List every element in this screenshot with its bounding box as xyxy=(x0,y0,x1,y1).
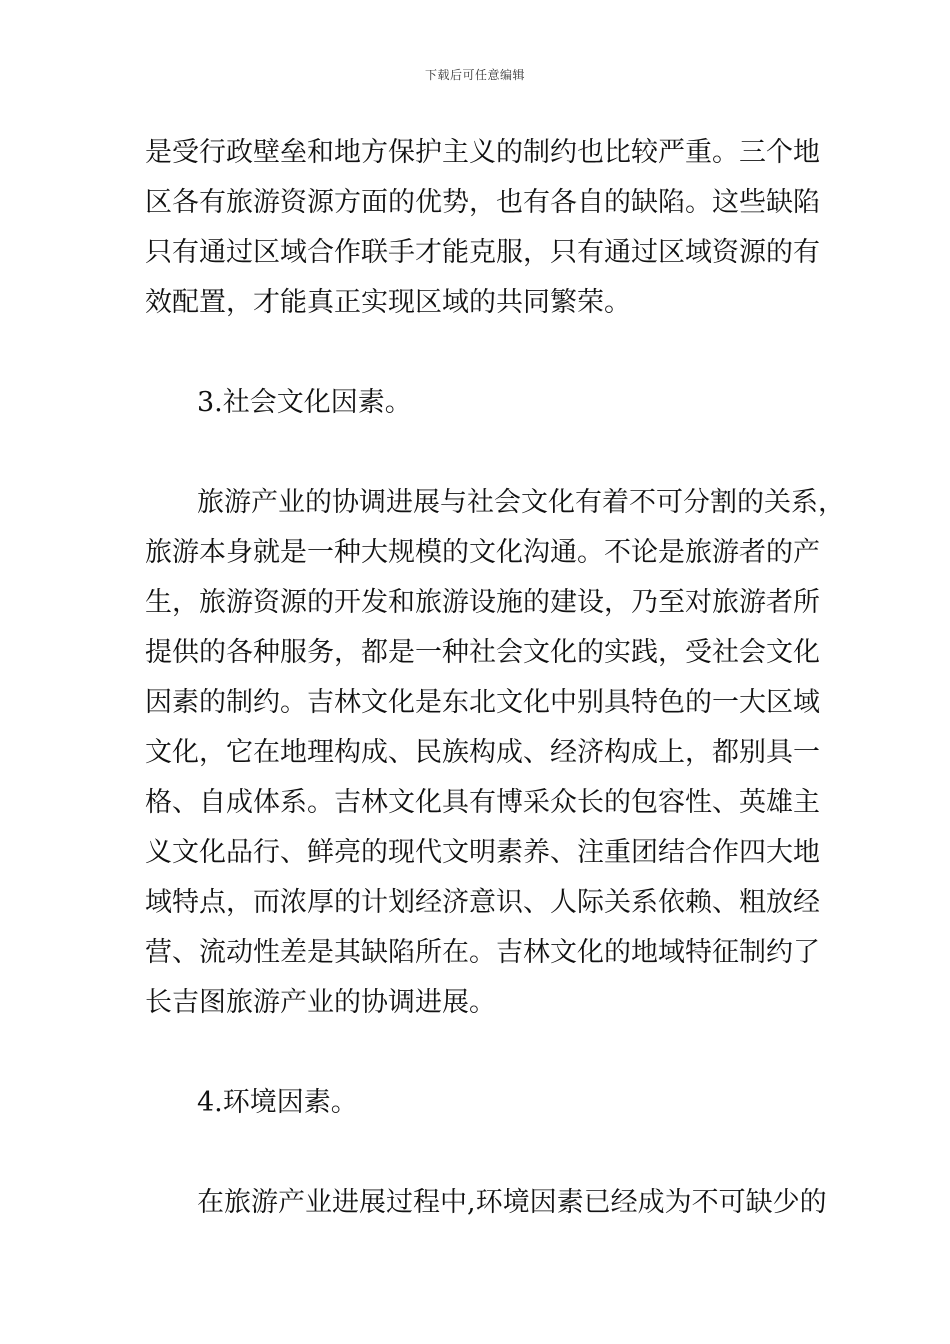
section-heading: 4.环境因素。 xyxy=(197,1087,358,1118)
paragraph-gap xyxy=(145,1028,825,1078)
paragraph-gap xyxy=(145,328,825,378)
document-body xyxy=(145,128,845,1228)
text-line: 文化，它在地理构成、民族构成、经济构成上，都别具一 xyxy=(145,737,820,768)
text-line: 在旅游产业进展过程中,环境因素已经成为不可缺少的 xyxy=(197,1187,827,1218)
section-heading: 3.社会文化因素。 xyxy=(197,387,412,418)
text-line: 营、流动性差是其缺陷所在。吉林文化的地域特征制约了 xyxy=(145,937,820,968)
text-line: 旅游本身就是一种大规模的文化沟通。不论是旅游者的产 xyxy=(145,537,820,568)
text-line: 长吉图旅游产业的协调进展。 xyxy=(145,987,496,1018)
text-line: 旅游产业的协调进展与社会文化有着不可分割的关系， xyxy=(197,487,845,518)
text-line: 域特点，而浓厚的计划经济意识、人际关系依赖、粗放经 xyxy=(145,887,820,918)
text-line: 格、自成体系。吉林文化具有博采众长的包容性、英雄主 xyxy=(145,787,820,818)
text-line: 是受行政壁垒和地方保护主义的制约也比较严重。三个地 xyxy=(145,137,820,168)
text-line: 提供的各种服务，都是一种社会文化的实践，受社会文化 xyxy=(145,637,820,668)
section-heading-social-culture xyxy=(145,378,825,428)
section-heading-environment xyxy=(145,1078,825,1128)
paragraph-gap xyxy=(145,1128,825,1178)
text-line: 因素的制约。吉林文化是东北文化中别具特色的一大区域 xyxy=(145,687,820,718)
paragraph-gap xyxy=(145,428,825,478)
text-line: 区各有旅游资源方面的优势，也有各自的缺陷。这些缺陷 xyxy=(145,187,820,218)
text-line: 生，旅游资源的开发和旅游设施的建设，乃至对旅游者所 xyxy=(145,587,820,618)
text-line: 只有通过区域合作联手才能克服，只有通过区域资源的有 xyxy=(145,237,820,268)
paragraph-social-culture xyxy=(145,478,845,1028)
paragraph-continuation xyxy=(145,128,825,328)
paragraph-environment xyxy=(145,1178,825,1228)
text-line: 义文化品行、鲜亮的现代文明素养、注重团结合作四大地 xyxy=(145,837,820,868)
text-line: 效配置，才能真正实现区域的共同繁荣。 xyxy=(145,287,631,318)
page-header: 下载后可任意编辑 xyxy=(424,68,525,82)
